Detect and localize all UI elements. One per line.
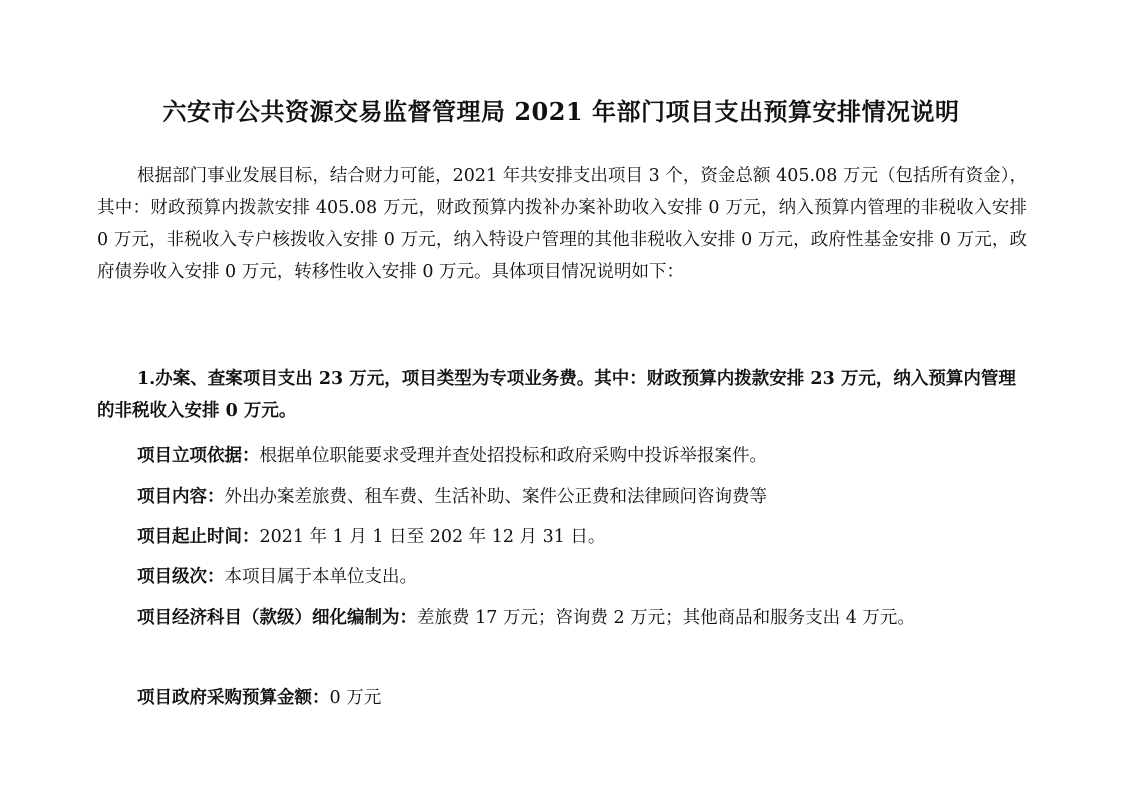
project-period-row (97, 521, 1027, 553)
project-economic-value: 差旅费 17 万元；咨询费 2 万元；其他商品和服务支出 4 万元。 (417, 608, 915, 628)
project-procurement-value: 0 万元 (329, 688, 382, 708)
project-level-label: 项目级次： (137, 567, 225, 587)
document-title: 六安市公共资源交易监督管理局 2021 年部门项目支出预算安排情况说明 (162, 97, 960, 126)
project-procurement-row (97, 682, 1027, 714)
project-procurement-label: 项目政府采购预算金额： (137, 688, 330, 708)
project-content-value: 外出办案差旅费、租车费、生活补助、案件公正费和法律顾问咨询费等 (224, 487, 767, 507)
project-level-row (97, 561, 1027, 593)
project-basis-label: 项目立项依据： (137, 446, 260, 466)
project-level-value: 本项目属于本单位支出。 (224, 567, 417, 587)
project-content-label: 项目内容： (137, 487, 225, 507)
intro-paragraph: 根据部门事业发展目标，结合财力可能，2021 年共安排支出项目 3 个，资金总额 405.08 万元（包括所有资金），其中：财政预算内拨款安排 405.08 万元，财政预算内拨补办案补助收入安排 0 万元，纳入预算内管理的非税收入安排 0 万元，非税收入专户核拨收入安排 0 万元，纳入特设户管理的其他非税收入安排 0 万元，政府性基金安排 0 万元，政府债券收入安排 0 万元，转移性收入安排 0 万元。具体项目情况说明如下： (97, 166, 1027, 282)
project-1-heading: 1.办案、查案项目支出 23 万元，项目类型为专项业务费。其中：财政预算内拨款安排 23 万元，纳入预算内管理的非税收入安排 0 万元。 (97, 369, 1016, 421)
project-basis-value: 根据单位职能要求受理并查处招投标和政府采购中投诉举报案件。 (259, 446, 767, 466)
project-economic-row (97, 602, 1027, 634)
project-content-row (97, 481, 1027, 513)
project-economic-label: 项目经济科目（款级）细化编制为： (137, 608, 417, 628)
project-basis-row (97, 440, 1027, 472)
project-period-label: 项目起止时间： (137, 527, 260, 547)
project-period-value: 2021 年 1 月 1 日至 202 年 12 月 31 日。 (259, 527, 606, 547)
